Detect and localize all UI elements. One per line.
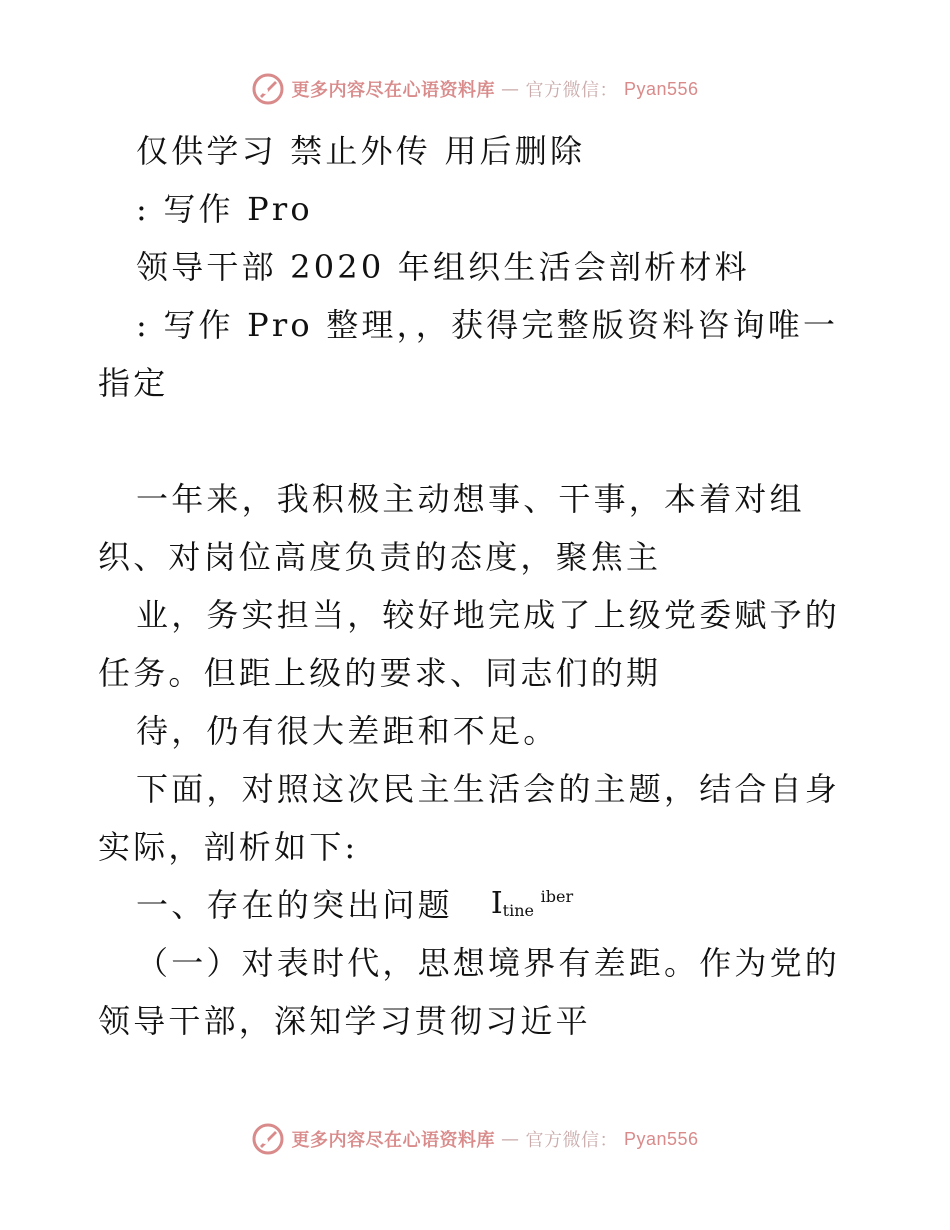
watermark-account: Pyan556 xyxy=(623,78,699,99)
body-paragraph-2: 业，务实担当，较好地完成了上级党委赋予的任务。但距上级的要求、同志们的期 xyxy=(98,596,841,692)
watermark-main-text: 更多内容尽在心语资料库 xyxy=(291,1130,495,1151)
watermark-separator: — xyxy=(500,1128,520,1150)
quill-logo-icon xyxy=(251,1122,285,1156)
body-paragraph-3: 待，仍有很大差距和不足。 xyxy=(136,712,559,750)
fragment-top: iber xyxy=(540,886,574,906)
blank-line xyxy=(98,412,858,470)
watermark-header xyxy=(0,72,950,106)
watermark-account: Pyan556 xyxy=(623,1128,699,1149)
fragment-big-letter: I xyxy=(490,885,503,921)
section-heading-1 xyxy=(98,876,858,934)
body-paragraph-1: 一年来，我积极主动想事、干事，本着对组织、对岗位高度负责的态度，聚焦主 xyxy=(98,480,805,576)
body-paragraph-4: 下面，对照这次民主生活会的主题，结合自身实际，剖析如下: xyxy=(98,770,841,866)
watermark-main-text: 更多内容尽在心语资料库 xyxy=(291,80,495,101)
compiled-by-line: : 写作 Pro 整理，，获得完整版资料咨询唯一指定 xyxy=(98,306,839,402)
notice-line: 仅供学习 禁止外传 用后删除 xyxy=(136,132,586,170)
watermark-footer xyxy=(0,1122,950,1156)
document-body xyxy=(98,122,858,1050)
item-paragraph-1: （一）对表时代，思想境界有差距。作为党的领导干部，深知学习贯彻习近平 xyxy=(98,944,841,1040)
watermark-side-text: 官方微信： xyxy=(525,1130,618,1151)
watermark-side-text: 官方微信： xyxy=(525,80,618,101)
fragment-stack xyxy=(502,886,574,920)
fragment-bottom: tine xyxy=(502,900,534,920)
source-line: : 写作 Pro xyxy=(136,190,313,228)
watermark-separator: — xyxy=(500,78,520,100)
ocr-fragment xyxy=(453,885,574,921)
document-title: 领导干部 2020 年组织生活会剖析材料 xyxy=(136,248,750,286)
section-heading-text: 一、存在的突出问题 xyxy=(136,886,453,924)
quill-logo-icon xyxy=(251,72,285,106)
